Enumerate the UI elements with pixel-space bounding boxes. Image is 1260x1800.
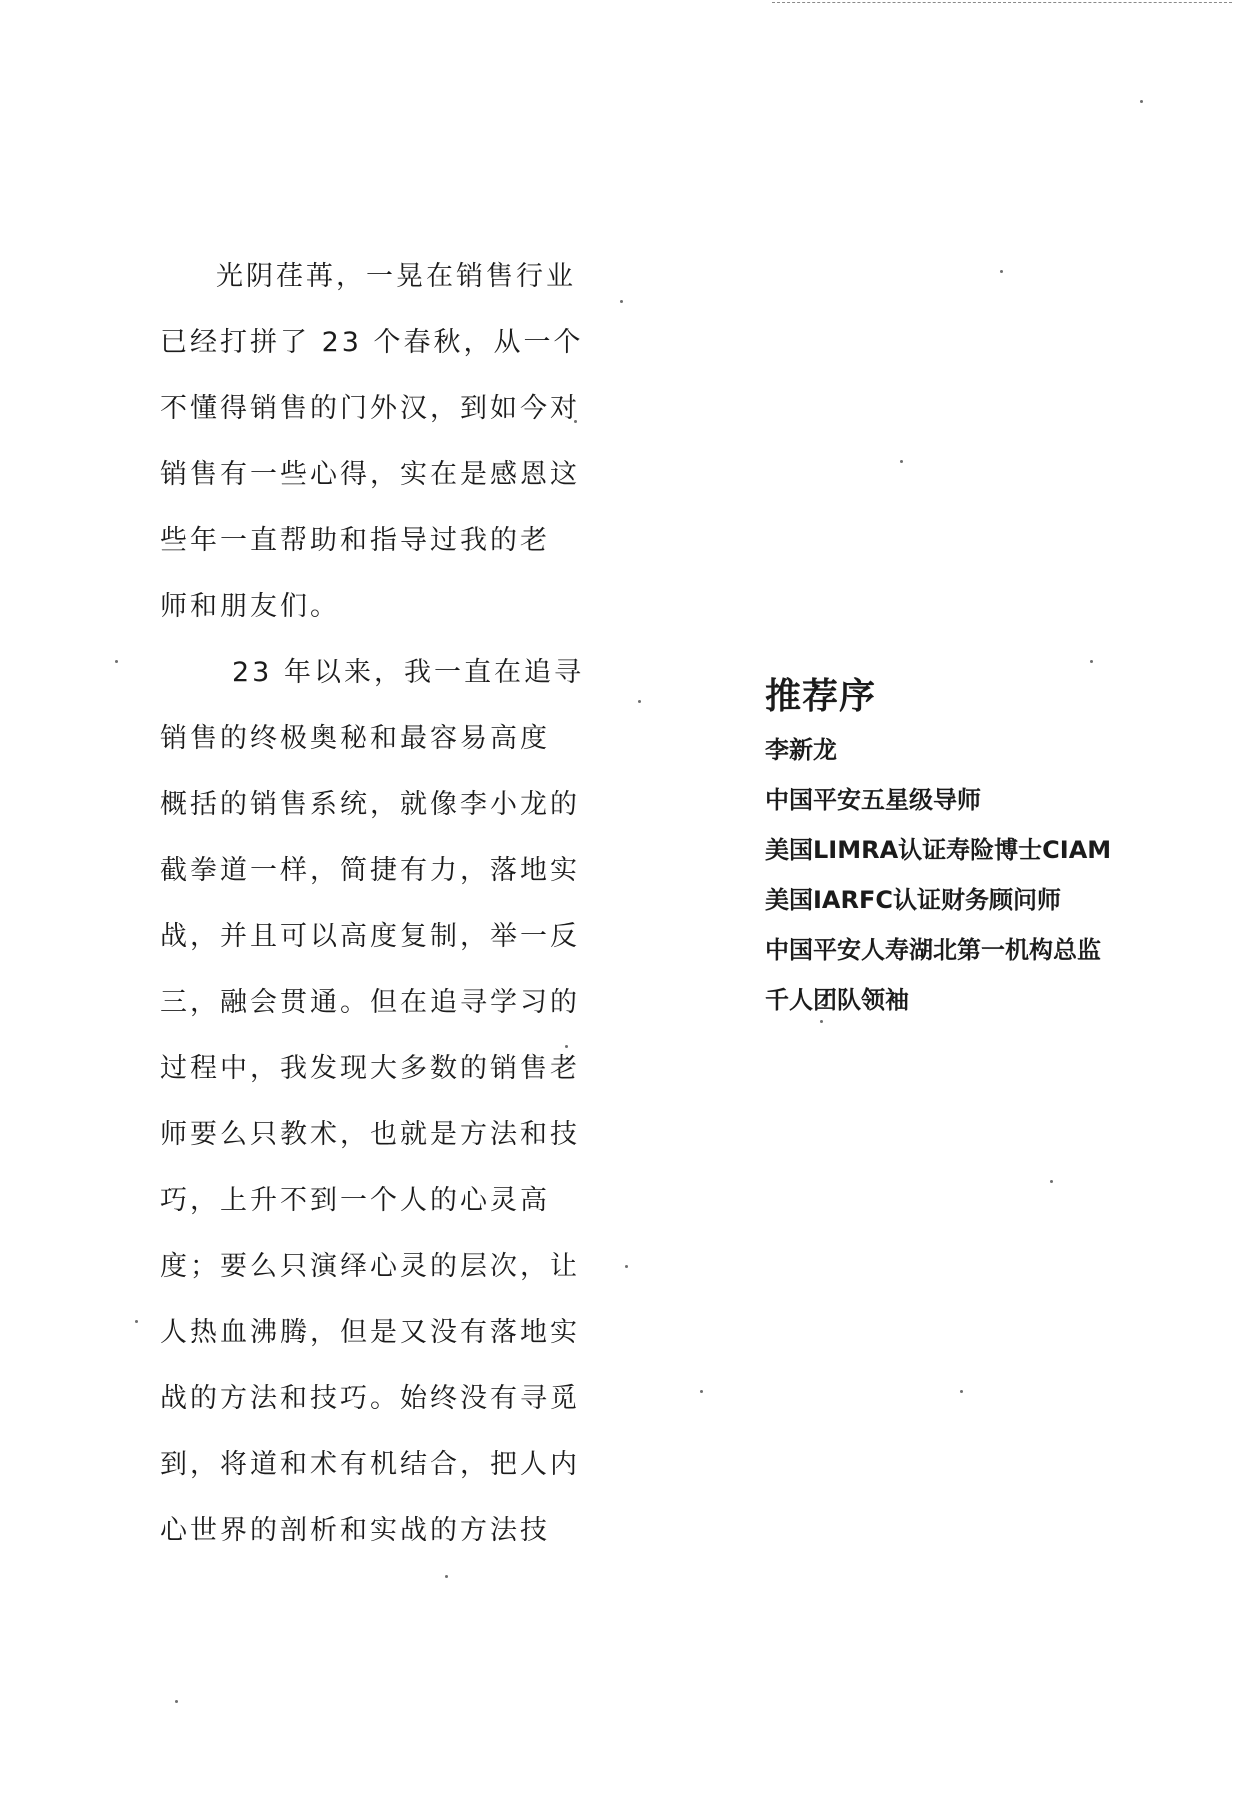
body-line: 战的方法和技巧。始终没有寻觅	[160, 1383, 580, 1414]
body-line: 心世界的剖析和实战的方法技	[160, 1515, 550, 1546]
body-line: 销售的终极奥秘和最容易高度	[160, 723, 550, 754]
body-line: 销售有一些心得，实在是感恩这	[160, 459, 580, 490]
body-line: 概括的销售系统，就像李小龙的	[160, 789, 580, 820]
author-credential: 美国IARFC认证财务顾问师	[765, 886, 1061, 914]
body-line: 不懂得销售的门外汉，到如今对	[160, 393, 580, 424]
body-line: 到，将道和术有机结合，把人内	[160, 1449, 580, 1480]
sidebar-title: 推荐序	[765, 676, 877, 717]
author-credential: 中国平安五星级导师	[765, 786, 981, 814]
body-line: 已经打拼了 23 个春秋，从一个	[160, 327, 584, 358]
author-name: 李新龙	[765, 736, 837, 764]
body-line: 巧，上升不到一个人的心灵高	[160, 1185, 550, 1216]
body-line: 23 年以来，我一直在追寻	[232, 657, 584, 688]
top-border-line	[772, 2, 1232, 3]
body-line: 些年一直帮助和指导过我的老	[160, 525, 550, 556]
body-line: 人热血沸腾，但是又没有落地实	[160, 1317, 580, 1348]
body-line: 师和朋友们。	[160, 591, 340, 622]
body-line: 光阴荏苒，一晃在销售行业	[216, 261, 576, 292]
body-line: 度；要么只演绎心灵的层次，让	[160, 1251, 580, 1282]
author-credential: 中国平安人寿湖北第一机构总监	[765, 936, 1101, 964]
body-line: 三，融会贯通。但在追寻学习的	[160, 987, 580, 1018]
body-line: 战，并且可以高度复制，举一反	[160, 921, 580, 952]
author-credential: 美国LIMRA认证寿险博士CIAM	[765, 836, 1112, 864]
body-line: 师要么只教术，也就是方法和技	[160, 1119, 580, 1150]
body-line: 过程中，我发现大多数的销售老	[160, 1053, 580, 1084]
author-credential: 千人团队领袖	[765, 986, 909, 1014]
body-line: 截拳道一样，简捷有力，落地实	[160, 855, 580, 886]
